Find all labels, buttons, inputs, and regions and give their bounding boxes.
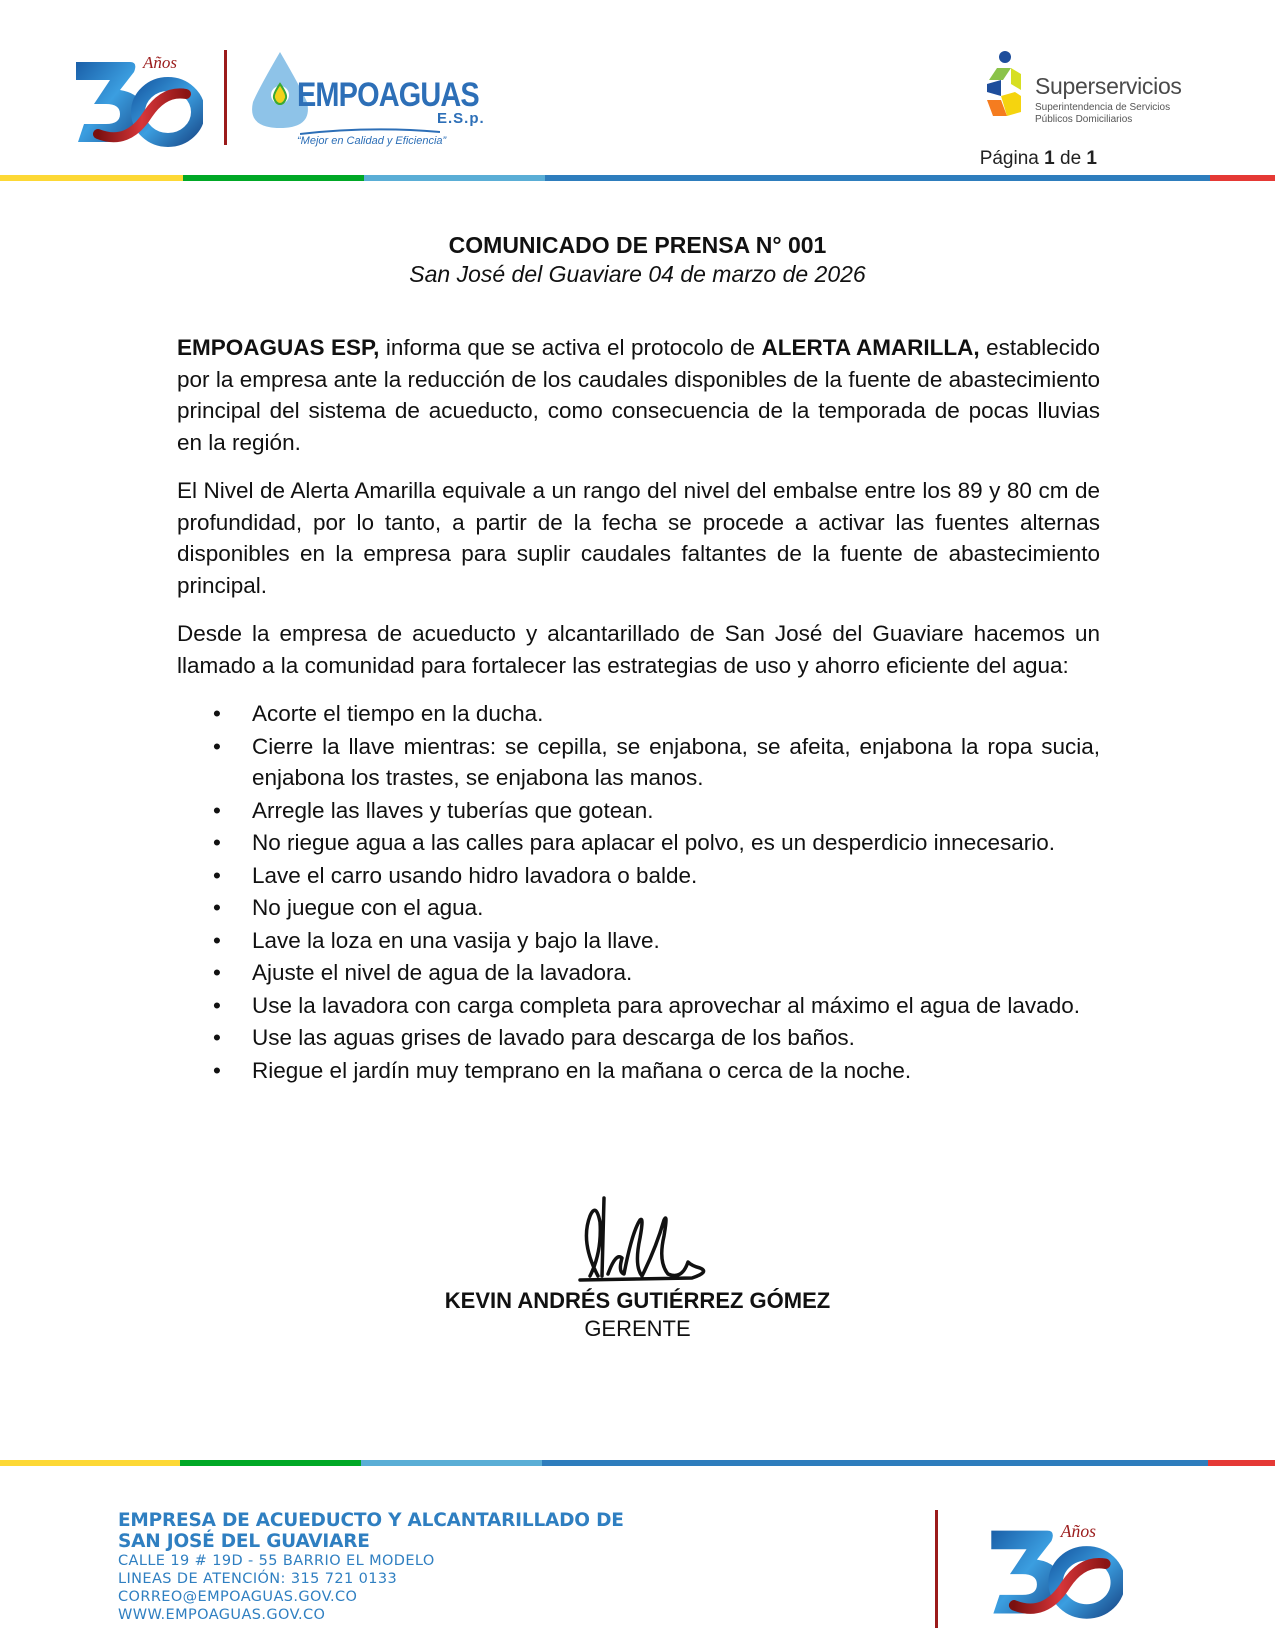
signer-name: KEVIN ANDRÉS GUTIÉRREZ GÓMEZ (444, 1288, 831, 1313)
bullet-icon: • (213, 1025, 221, 1050)
bullet-icon: • (213, 927, 221, 953)
footer-email[interactable]: CORREO@EMPOAGUAS.GOV.CO (118, 1589, 358, 1605)
bar-segment-yellow (0, 175, 183, 181)
tip-text: No juegue con el agua. (252, 895, 484, 920)
footer-address: CALLE 19 # 19D - 55 BARRIO EL MODELO (118, 1553, 435, 1569)
company-name-bold: EMPOAGUAS ESP, (177, 335, 380, 360)
tip-item (177, 925, 1100, 957)
company-tagline: “Mejor en Calidad y Eficiencia” (297, 135, 447, 147)
bar-segment-yellow (0, 1460, 180, 1466)
bar-segment-light-blue (361, 1460, 542, 1466)
document-title: COMUNICADO DE PRENSA N° 001 (448, 232, 827, 258)
bar-segment-red (1210, 175, 1275, 181)
footer-divider (935, 1510, 938, 1628)
tip-text: No riegue agua a las calles para aplacar el polvo, es un desperdicio innecesario. (252, 830, 1055, 855)
superservicios-logo (983, 50, 1213, 130)
tip-text: Lave el carro usando hidro lavadora o balde. (252, 862, 698, 888)
empoaguas-logo (245, 48, 485, 148)
bar-segment-blue (542, 1460, 1208, 1466)
intro-text-a: informa que se activa el protocolo de (379, 335, 762, 360)
tip-text: Use la lavadora con carga completa para aprovechar al máximo el agua de lavado. (252, 992, 1080, 1018)
alert-level-bold: ALERTA AMARILLA, (761, 335, 980, 360)
tip-text: Riegue el jardín muy temprano en la mañana o cerca de la noche. (252, 1057, 912, 1083)
tip-text: Lave la loza en una vasija y bajo la llave. (252, 927, 660, 953)
signer-role: GERENTE (584, 1316, 691, 1341)
superservicios-mark-icon (983, 50, 1031, 122)
tip-text: Ajuste el nivel de agua de la lavadora. (252, 960, 633, 985)
bullet-icon: • (213, 830, 221, 855)
paragraph-alert-level: El Nivel de Alerta Amarilla equivale a un rango del nivel del embalse entre los 89 y 80 cm de profundidad, por lo tanto, a partir de la fecha se procede a activar las fuentes alternas disponibles en la empresa para suplir caudales faltantes de la fuente de abastecimiento principal. (177, 478, 1100, 598)
page-current: 1 (1044, 148, 1055, 169)
tip-item (177, 1022, 1100, 1054)
paragraph-call-to-action: Desde la empresa de acueducto y alcantarillado de San José del Guaviare hacemos un llamado a la comunidad para fortalecer las estrategias de uso y ahorro eficiente del agua: (177, 621, 1100, 678)
anos-label: Años (143, 53, 177, 72)
page-of: de (1060, 148, 1082, 169)
page-total: 1 (1086, 148, 1097, 169)
footer-org-line1: EMPRESA DE ACUEDUCTO Y ALCANTARILLADO DE (118, 1510, 624, 1531)
superservicios-name: Superservicios (1035, 73, 1182, 99)
superservicios-subtitle-1: Superintendencia de Servicios (1035, 102, 1171, 113)
bullet-icon: • (213, 960, 221, 985)
bullet-icon: • (213, 701, 221, 726)
tip-item (177, 957, 1100, 989)
tip-item (177, 827, 1100, 859)
empoaguas-brand: EMPOAGUAS (297, 76, 479, 114)
intro-text-b: establecido por la empresa ante la reducción de los caudales disponibles de la fuente de abastecimiento principal del sistema de acueducto, como consecuencia de la temporada de pocas lluvias en la región. (177, 335, 1100, 455)
tip-item (177, 731, 1100, 794)
anniversary-30-logo-footer (983, 1515, 1123, 1625)
tip-item (177, 860, 1100, 892)
bullet-icon: • (213, 862, 221, 888)
bullet-icon: • (213, 797, 221, 823)
bullet-icon: • (213, 992, 221, 1018)
footer-website[interactable]: WWW.EMPOAGUAS.GOV.CO (118, 1607, 326, 1623)
superservicios-subtitle-2: Públicos Domiciliarios (1035, 114, 1133, 125)
document-body (177, 332, 1100, 1087)
bullet-icon: • (213, 1057, 221, 1083)
anniversary-30-icon (68, 50, 203, 150)
bar-segment-blue (545, 175, 1210, 181)
footer-color-bar (0, 1460, 1275, 1466)
water-saving-tips-list (177, 698, 1100, 1086)
bar-segment-light-blue (364, 175, 545, 181)
page-label: Página (979, 148, 1039, 169)
bullet-icon: • (213, 895, 221, 920)
anos-label: Años (1060, 1520, 1097, 1541)
tip-item (177, 1055, 1100, 1087)
tip-text: Arregle las llaves y tuberías que gotean. (252, 797, 654, 823)
footer-contact (118, 1510, 624, 1624)
tip-item (177, 892, 1100, 924)
tip-item (177, 698, 1100, 730)
tip-item (177, 795, 1100, 827)
page-number (980, 148, 1097, 170)
tip-text: Use las aguas grises de lavado para descarga de los baños. (252, 1025, 855, 1050)
tip-text: Acorte el tiempo en la ducha. (252, 701, 544, 726)
document-dateline: San José del Guaviare 04 de marzo de 2026 (409, 261, 866, 287)
handwritten-signature (560, 1192, 720, 1282)
header-divider (224, 50, 227, 145)
anniversary-30-icon (983, 1515, 1123, 1625)
footer-phone: LINEAS DE ATENCIÓN: 315 721 0133 (118, 1571, 398, 1587)
paragraph-intro (177, 332, 1100, 458)
anniversary-30-logo (68, 50, 203, 150)
bar-segment-red (1208, 1460, 1275, 1466)
bar-segment-green (180, 1460, 361, 1466)
bar-segment-green (183, 175, 364, 181)
esp-suffix: E.S.p. (437, 110, 485, 127)
footer-org-line2: SAN JOSÉ DEL GUAVIARE (118, 1531, 370, 1552)
bullet-icon: • (213, 733, 221, 759)
tip-text: Cierre la llave mientras: se cepilla, se enjabona, se afeita, enjabona la ropa sucia, enjabona los trastes, se enjabona las manos. (252, 733, 1100, 790)
header-color-bar (0, 175, 1275, 181)
tip-item (177, 990, 1100, 1022)
